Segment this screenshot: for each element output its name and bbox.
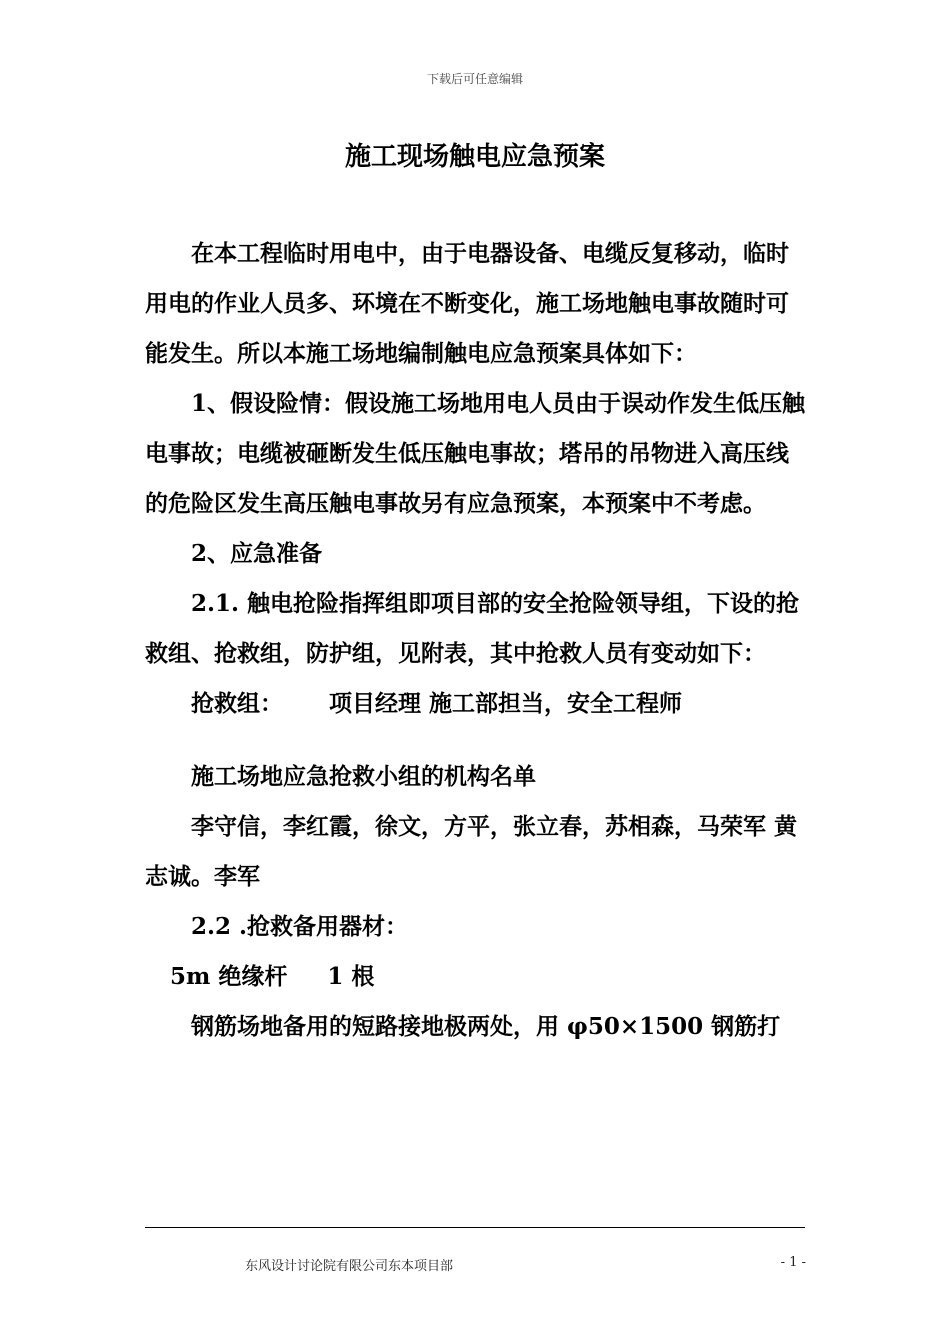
equipment-quantity: 1 根 [327,963,375,990]
paragraph-section-2: 2、应急准备 [191,540,323,567]
paragraph-section-2-2: 2.2 .抢救备用器材： [191,913,409,940]
rescue-group-value: 项目经理 施工部担当，安全工程师 [329,690,683,717]
paragraph-equipment [145,952,810,1002]
paragraph-rescue-group [145,679,810,729]
paragraph-section-2-1: 2.1. 触电抢险指挥组即项目部的安全抢险领导组，下设的抢救组、抢救组，防护组，见附表，其中抢救人员有变动如下： [145,590,800,667]
document-title: 施工现场触电应急预案 [344,142,605,172]
paragraph-grounding: 钢筋场地备用的短路接地极两处，用 φ50×1500 钢筋打 [191,1013,781,1040]
header-note: 下载后可任意编辑 [426,72,523,86]
equipment-item: 5m 绝缘杆 [170,963,288,990]
paragraph-intro: 在本工程临时用电中，由于电器设备、电缆反复移动，临时用电的作业人员多、环境在不断变化，施工场地触电事故随时可能发生。所以本施工场地编制触电应急预案具体如下： [145,240,789,367]
paragraph-roster-title: 施工场地应急抢救小组的机构名单 [191,763,536,790]
paragraph-roster-names: 李守信，李红霞，徐文，方平，张立春，苏相森，马荣军 黄志诚。李军 [145,813,798,890]
rescue-group-label: 抢救组： [191,690,283,717]
paragraph-section-1: 1、假设险情：假设施工场地用电人员由于误动作发生低压触电事故；电缆被砸断发生低压触电事故；塔吊的吊物进入高压线的危险区发生高压触电事故另有应急预案，本预案中不考虑。 [145,390,806,517]
footer-page-number: - 1 - [780,1255,806,1270]
footer-divider [145,1227,805,1228]
footer-organization: 东风设计讨论院有限公司东本项目部 [245,1259,454,1274]
document-body [145,229,810,1052]
